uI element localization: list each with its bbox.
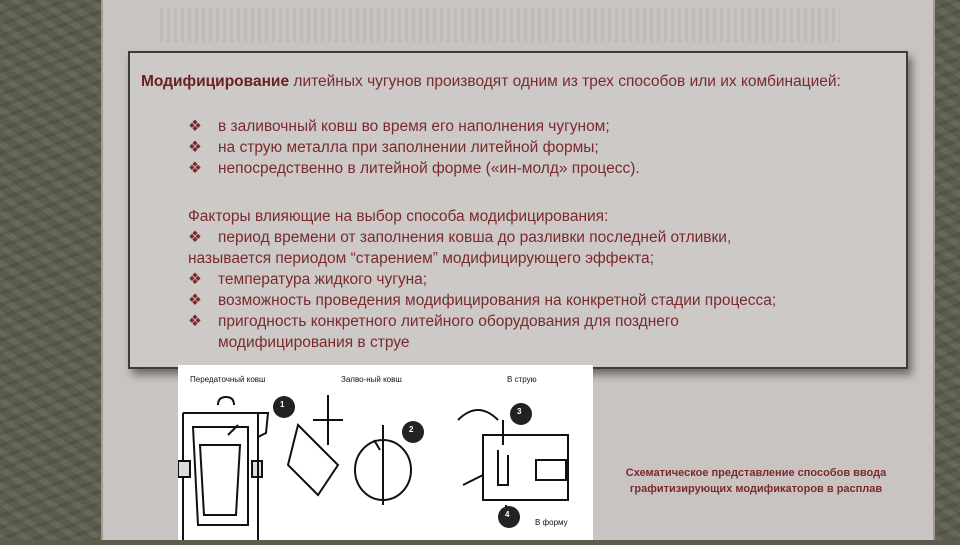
caption-line-1: Схематическое представление способов ввода — [625, 467, 887, 479]
methods-list — [188, 116, 640, 179]
intro-paragraph — [141, 71, 891, 92]
marker-number: 3 — [517, 407, 522, 416]
list-item — [188, 269, 776, 290]
factor-continuation: называется периодом “старением” модифицирующего эффекта; — [188, 250, 654, 267]
label-mold: В форму — [535, 518, 568, 527]
method-text: непосредственно в литейной форме («ин-молд» процесс). — [218, 160, 640, 177]
intro-text: литейных чугунов производят одним из трех способов или их комбинацией: — [289, 73, 841, 90]
list-item — [188, 311, 776, 353]
list-item — [188, 227, 776, 248]
factor-text-line2: модифицирования в струе — [218, 334, 410, 351]
factors-heading: Факторы влияющие на выбор способа модифицирования: — [188, 208, 609, 225]
diamond-bullet-icon: ❖ — [188, 313, 202, 330]
factor-text: период времени от заполнения ковша до разливки последней отливки, — [218, 229, 732, 246]
diamond-bullet-icon: ❖ — [188, 271, 202, 288]
factor-text: возможность проведения модифицирования на конкретной стадии процесса; — [218, 292, 777, 309]
diamond-bullet-icon: ❖ — [188, 160, 202, 177]
method-text: в заливочный ковш во время его наполнения чугуном; — [218, 118, 610, 135]
diamond-bullet-icon: ❖ — [188, 139, 202, 156]
background-texture-left — [0, 0, 101, 540]
factors-list — [188, 227, 776, 353]
method-text: на струю металла при заполнении литейной формы; — [218, 139, 599, 156]
caption-line-2: графитизирующих модификаторов в расплав — [629, 483, 883, 495]
list-item — [188, 137, 640, 158]
marker-number: 2 — [409, 425, 414, 434]
faded-header — [160, 8, 840, 42]
label-stream: В струю — [507, 375, 537, 384]
figure-caption — [596, 465, 916, 497]
background-texture-right — [935, 0, 960, 540]
marker-number: 1 — [280, 400, 285, 409]
diamond-bullet-icon: ❖ — [188, 292, 202, 309]
factor-text: температура жидкого чугуна; — [218, 271, 428, 288]
diamond-bullet-icon: ❖ — [188, 118, 202, 135]
diagram-drawing — [178, 365, 593, 540]
factor-text: пригодность конкретного литейного оборудования для позднего — [218, 313, 679, 330]
list-item — [188, 290, 776, 311]
label-pouring-ladle: Залво-ный ковш — [341, 375, 402, 384]
intro-bold-term: Модифицирование — [141, 73, 290, 90]
list-item — [188, 158, 640, 179]
inoculation-methods-diagram — [178, 365, 593, 540]
list-item — [188, 116, 640, 137]
diamond-bullet-icon: ❖ — [188, 229, 202, 246]
text-box — [128, 51, 908, 369]
marker-number: 4 — [505, 510, 510, 519]
label-transfer-ladle: Передаточный ковш — [190, 375, 266, 384]
